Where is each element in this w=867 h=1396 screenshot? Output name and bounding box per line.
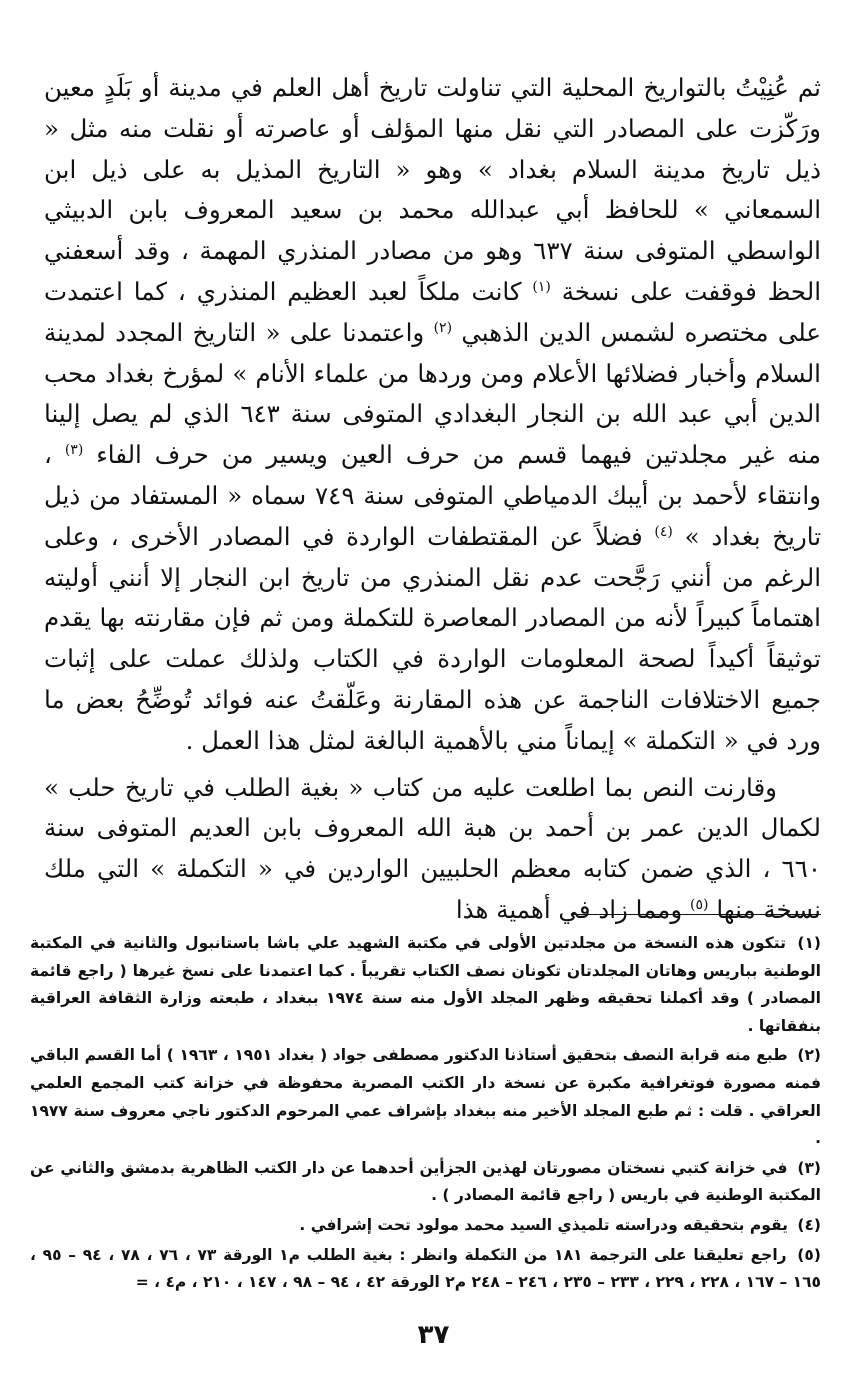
footnote-number: (١) bbox=[797, 934, 821, 952]
footnote bbox=[30, 930, 821, 1040]
footnotes bbox=[30, 930, 821, 1299]
paragraph-text: كانت ملكاً لعبد العظيم المنذري ، كما اعتمدت على مختصره لشمس الدين الذهبي bbox=[44, 276, 821, 347]
paragraph-text: ، وانتقاء لأحمد بن أيبك الدمياطي المتوفى سنة ٧٤٩ سماه « المستفاد من ذيل تاريخ بغداد » bbox=[44, 440, 822, 551]
paragraph bbox=[44, 68, 821, 762]
paragraph-text: فضلاً عن المقتطفات الواردة في المصادر الأخرى ، وعلى الرغم من أنني رَجَّحت عدم نقل المنذري من تاريخ ابن النجار إلا أنني أوليته اهتماماً كبيراً لأنه من المصادر المعاصرة للتكملة ومن ثم فإن مقارنته بها يقدم توثيقاً أكيداً لصحة المعلومات الواردة في الكتاب ولذلك عملت على إثبات جميع الاختلافات الناجمة عن هذه المقارنة وعَلّقتُ عنه فوائد تُوضِّحُ بعض ما ورد في « التكملة » إيماناً مني بالأهمية البالغة لمثل هذا العمل . bbox=[44, 521, 821, 755]
footnote-reference: (٤) bbox=[654, 523, 673, 540]
paragraph-text: واعتمدنا على « التاريخ المجدد لمدينة السلام وأخبار فضلائها الأعلام ومن وردها من علماء الأنام » لمؤرخ بغداد محب الدين أبي عبد الله بن النجار البغدادي المتوفى سنة ٦٤٣ الذي لم يصل إلينا منه غير مجلدتين فيهما قسم من حرف العين ويسير من حرف الفاء bbox=[44, 317, 821, 470]
footnote-text: راجع تعليقنا على الترجمة ١٨١ من التكملة وانظر : بغية الطلب م١ الورقة ٧٣ ، ٧٦ ، ٧٨ ، ٩٤ – ٩٥ ، ١٦٥ – ١٦٧ ، ٢٢٨ ، ٢٢٩ ، ٢٣٣ – ٢٣٥ ، ٢٤٦ – ٢٤٨ م٢ الورقة ٤٢ ، ٩٤ – ٩٨ ، ١٤٧ ، ٢١٠ ، م٤ ، = bbox=[30, 1245, 821, 1292]
footnote-text: في خزانة كتبي نسختان مصورتان لهذين الجزأين أحدهما عن دار الكتب الظاهرية بدمشق والثاني عن المكتبة الوطنية في باريس ( راجع قائمة المصادر ) . bbox=[30, 1158, 821, 1205]
footnote bbox=[30, 1042, 821, 1152]
footnote-number: (٤) bbox=[797, 1215, 821, 1234]
footnote-reference: (٢) bbox=[433, 319, 453, 336]
paragraph-text: وقارنت النص بما اطلعت عليه من كتاب « بغية الطلب في تاريخ حلب » لكمال الدين عمر بن أحمد بن هبة الله المعروف بابن العديم المتوفى سنة ٦٦٠ ، الذي ضمن كتابه معظم الحلبيين الواردين في « التكملة » التي ملك نسخة منها bbox=[44, 772, 821, 924]
paragraph-text: ومما زاد في أهمية هذا bbox=[455, 894, 683, 924]
body-text bbox=[44, 68, 821, 931]
footnote-text: طبع منه قرابة النصف بتحقيق أستاذنا الدكتور مصطفى جواد ( بغداد ١٩٥١ ، ١٩٦٣ ) أما القسم الباقي فمنه مصورة فوتغرافية مكبرة عن نسخة دار الكتب المصرية محفوظة في خزانة كتب المجمع العلمي العراقي . قلت : ثم طبع المجلد الأخير منه ببغداد بإشراف عمي المرحوم الدكتور ناجي معروف سنة ١٩٧٧ . bbox=[30, 1046, 821, 1148]
footnote-number: (٥) bbox=[797, 1245, 821, 1264]
page-number: ٣٧ bbox=[417, 1320, 450, 1350]
footnote-reference: (١) bbox=[532, 278, 551, 295]
footnote-text: تتكون هذه النسخة من مجلدتين الأولى في مكتبة الشهيد علي باشا باستانبول والثانية في المكتبة الوطنية بباريس وهاتان المجلدتان تكونان نصف الكتاب تقريباً . كما اعتمدنا على نسخ غيرها ( راجع قائمة المصادر ) وقد أكملنا تحقيقه وظهر المجلد الأول منه سنة ١٩٧٤ ببغداد ، طبعته وزارة الثقافة العراقية بنفقاتها . bbox=[30, 934, 821, 1035]
footnote bbox=[30, 1212, 821, 1240]
footnote-reference: (٣) bbox=[64, 442, 84, 459]
footnote-reference: (٥) bbox=[690, 896, 709, 913]
footnote-number: (٢) bbox=[797, 1046, 821, 1065]
footnote-text: يقوم بتحقيقه ودراسته تلميذي السيد محمد مولود تحت إشرافي . bbox=[299, 1215, 788, 1234]
footnote bbox=[30, 1242, 821, 1297]
footnote bbox=[30, 1155, 821, 1210]
paragraph bbox=[44, 768, 821, 931]
paragraph-text: ثم عُنِيْتُ بالتواريخ المحلية التي تناولت تاريخ أهل العلم في مدينة أو بَلَدٍ معين ورَكّزت على المصادر التي نقل منها المؤلف أو عاصرته أو نقلت منه مثل « ذيل تاريخ مدينة السلام بغداد » وهو « التاريخ المذيل به على ذيل ابن السمعاني » للحافظ أبي عبدالله محمد بن سعيد المعروف بابن الدبيثي الواسطي المتوفى سنة ٦٣٧ وهو من مصادر المنذري المهمة ، وقد أسعفني الحظ فوقفت على نسخة bbox=[44, 73, 821, 306]
footnote-separator bbox=[571, 914, 821, 915]
footnote-number: (٣) bbox=[797, 1158, 821, 1177]
